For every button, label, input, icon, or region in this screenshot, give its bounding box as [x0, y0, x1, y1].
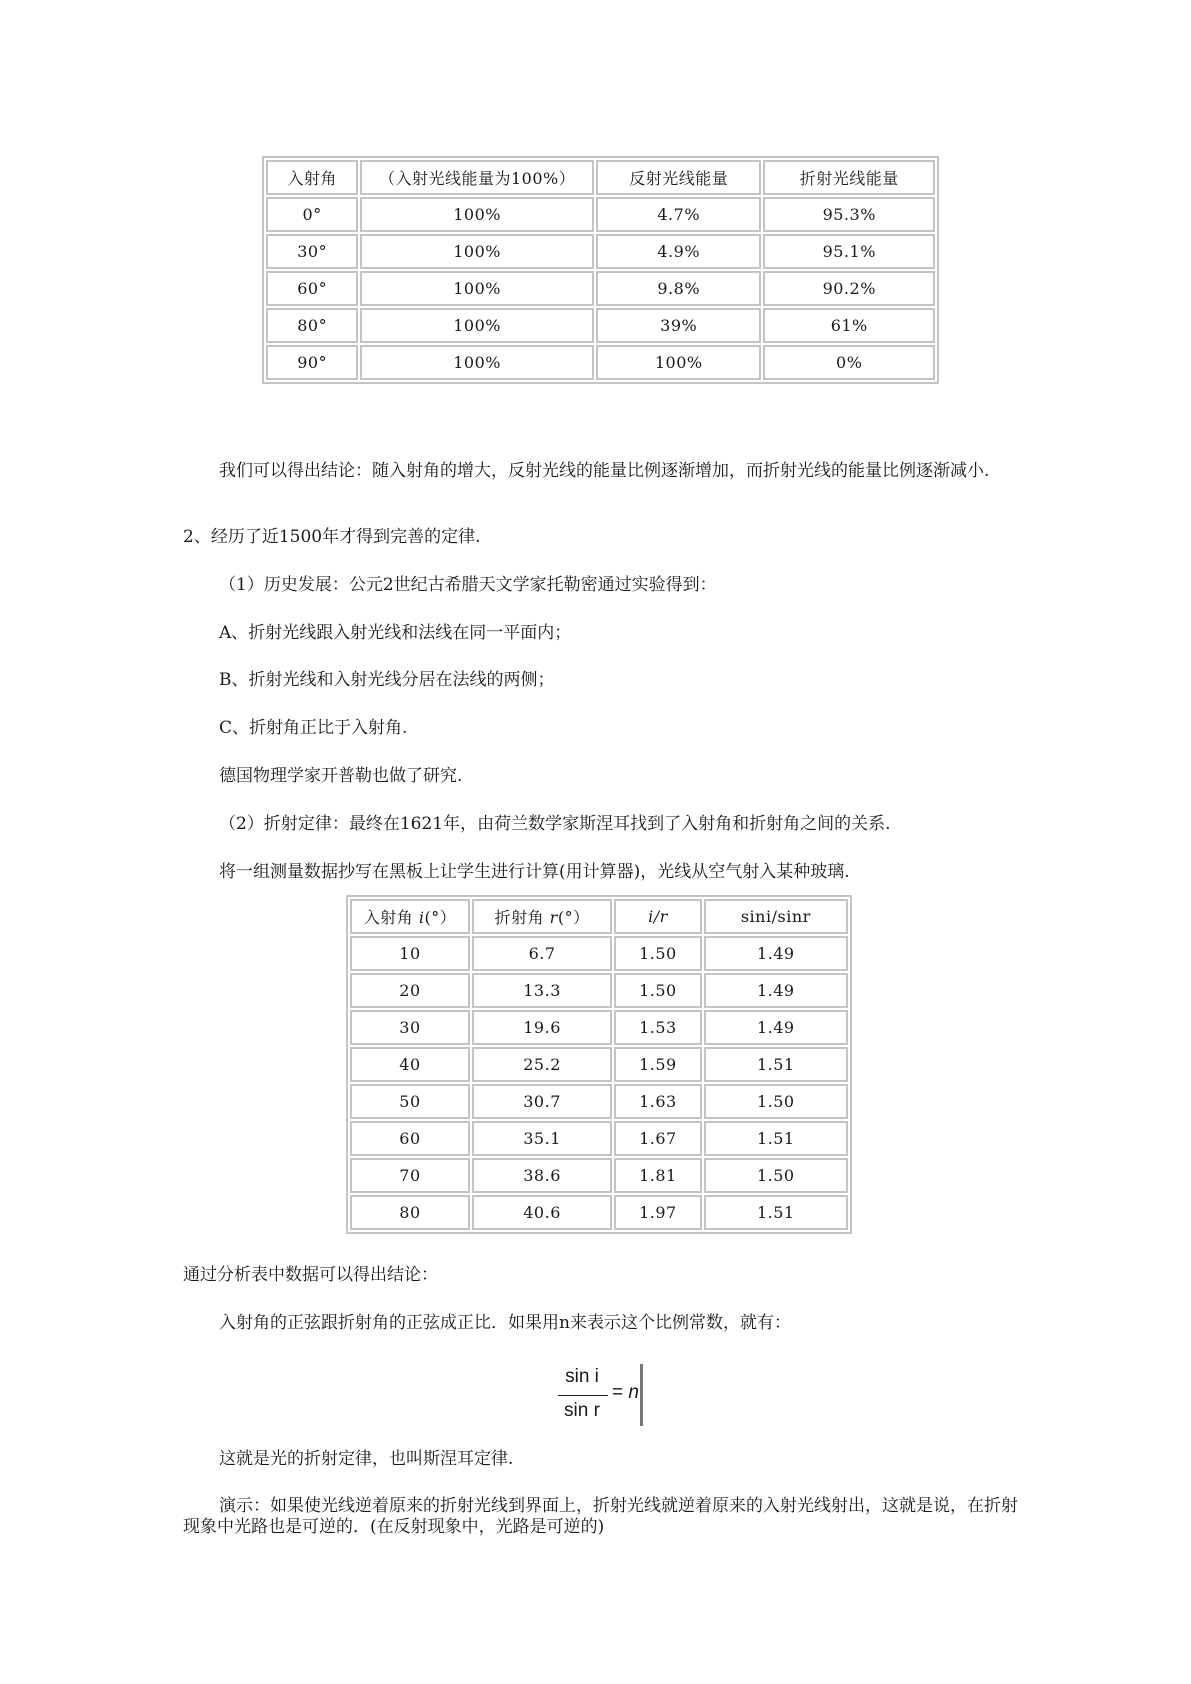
table-cell: 0° [266, 197, 358, 232]
table-cell: 10 [350, 936, 470, 971]
table-cell: 1.50 [704, 1158, 848, 1193]
formula-cursor-bar [640, 1364, 643, 1426]
table-row [266, 308, 935, 343]
table-header-cell: sini/sinr [704, 899, 848, 934]
table-row [350, 1121, 848, 1156]
table-row [266, 345, 935, 380]
table-cell: 30 [350, 1010, 470, 1045]
table-cell: 100% [360, 197, 594, 232]
history-paragraph: （1）历史发展：公元2世纪古希腊天文学家托勒密通过实验得到： [219, 575, 717, 595]
table-header-cell: 折射角 r(°） [472, 899, 612, 934]
table-cell: 100% [360, 234, 594, 269]
formula-equals: = n [612, 1382, 639, 1403]
table-cell: 80° [266, 308, 358, 343]
sine-paragraph: 入射角的正弦跟折射角的正弦成正比．如果用n来表示这个比例常数，就有： [219, 1313, 791, 1333]
table-cell: 60° [266, 271, 358, 306]
table-cell: 95.3% [763, 197, 935, 232]
table-row [350, 1195, 848, 1230]
table-row [350, 1010, 848, 1045]
table-header-row [266, 160, 935, 195]
table-cell: 38.6 [472, 1158, 612, 1193]
table-cell: 1.49 [704, 936, 848, 971]
list-item: A、折射光线跟入射光线和法线在同一平面内； [219, 623, 572, 643]
table-cell: 90° [266, 345, 358, 380]
analysis-paragraph: 通过分析表中数据可以得出结论： [183, 1265, 438, 1285]
table-row [266, 197, 935, 232]
table-cell: 90.2% [763, 271, 935, 306]
table-row [350, 936, 848, 971]
table-row [266, 271, 935, 306]
table-cell: 1.49 [704, 1010, 848, 1045]
kepler-paragraph: 德国物理学家开普勒也做了研究. [219, 766, 463, 786]
table-cell: 1.51 [704, 1195, 848, 1230]
table-cell: 1.51 [704, 1121, 848, 1156]
table-cell: 1.67 [614, 1121, 701, 1156]
table-header-cell: （入射光线能量为100%） [360, 160, 594, 195]
table-row [350, 973, 848, 1008]
table-cell: 50 [350, 1084, 470, 1119]
table-cell: 35.1 [472, 1121, 612, 1156]
table-cell: 40 [350, 1047, 470, 1082]
table-cell: 80 [350, 1195, 470, 1230]
table-row [266, 234, 935, 269]
table-cell: 1.51 [704, 1047, 848, 1082]
energy-table [262, 156, 939, 384]
table-cell: 1.50 [614, 973, 701, 1008]
table-cell: 70 [350, 1158, 470, 1193]
table-cell: 19.6 [472, 1010, 612, 1045]
formula-numerator: sin i [565, 1366, 599, 1387]
table-cell: 39% [596, 308, 761, 343]
table-cell: 95.1% [763, 234, 935, 269]
measure-paragraph: 将一组测量数据抄写在黑板上让学生进行计算(用计算器)，光线从空气射入某种玻璃. [219, 862, 850, 882]
table-cell: 100% [360, 308, 594, 343]
table-cell: 4.9% [596, 234, 761, 269]
table-cell: 1.50 [704, 1084, 848, 1119]
fraction-bar [558, 1395, 608, 1396]
table-cell: 1.59 [614, 1047, 701, 1082]
snell-formula [556, 1364, 644, 1424]
table-cell: 60 [350, 1121, 470, 1156]
formula-denominator: sin r [564, 1400, 600, 1421]
law-paragraph: （2）折射定律：最终在1621年，由荷兰数学家斯涅耳找到了入射角和折射角之间的关系. [219, 814, 891, 834]
table-cell: 4.7% [596, 197, 761, 232]
list-item: B、折射光线和入射光线分居在法线的两侧； [219, 670, 555, 690]
table-cell: 100% [360, 271, 594, 306]
table-header-cell: 入射角 [266, 160, 358, 195]
table-row [350, 1158, 848, 1193]
table-row [350, 1084, 848, 1119]
table-cell: 1.53 [614, 1010, 701, 1045]
table-header-cell: i/r [614, 899, 701, 934]
table-cell: 9.8% [596, 271, 761, 306]
table-cell: 25.2 [472, 1047, 612, 1082]
table-cell: 6.7 [472, 936, 612, 971]
snell-paragraph: 这就是光的折射定律，也叫斯涅耳定律. [219, 1449, 514, 1469]
table-cell: 30.7 [472, 1084, 612, 1119]
table-header-row [350, 899, 848, 934]
table-row [350, 1047, 848, 1082]
table-cell: 1.49 [704, 973, 848, 1008]
table-cell: 30° [266, 234, 358, 269]
section-item-2: 2、经历了近1500年才得到完善的定律. [183, 527, 481, 547]
table-cell: 13.3 [472, 973, 612, 1008]
table-cell: 1.81 [614, 1158, 701, 1193]
conclusion-paragraph: 我们可以得出结论：随入射角的增大，反射光线的能量比例逐渐增加，而折射光线的能量比例逐渐减小. [219, 461, 990, 481]
table-cell: 0% [763, 345, 935, 380]
table-cell: 100% [360, 345, 594, 380]
refraction-table [346, 895, 852, 1234]
table-header-cell: 入射角 i(°） [350, 899, 470, 934]
table-cell: 1.50 [614, 936, 701, 971]
demo-paragraph: 演示：如果使光线逆着原来的折射光线到界面上，折射光线就逆着原来的入射光线射出，这就是说，在折射现象中光路也是可逆的．(在反射现象中，光路是可逆的) [183, 1496, 1018, 1537]
table-header-cell: 反射光线能量 [596, 160, 761, 195]
list-item: C、折射角正比于入射角. [219, 718, 408, 738]
table-cell: 1.97 [614, 1195, 701, 1230]
table-cell: 20 [350, 973, 470, 1008]
table-cell: 1.63 [614, 1084, 701, 1119]
table-cell: 61% [763, 308, 935, 343]
table-cell: 100% [596, 345, 761, 380]
table-cell: 40.6 [472, 1195, 612, 1230]
table-header-cell: 折射光线能量 [763, 160, 935, 195]
